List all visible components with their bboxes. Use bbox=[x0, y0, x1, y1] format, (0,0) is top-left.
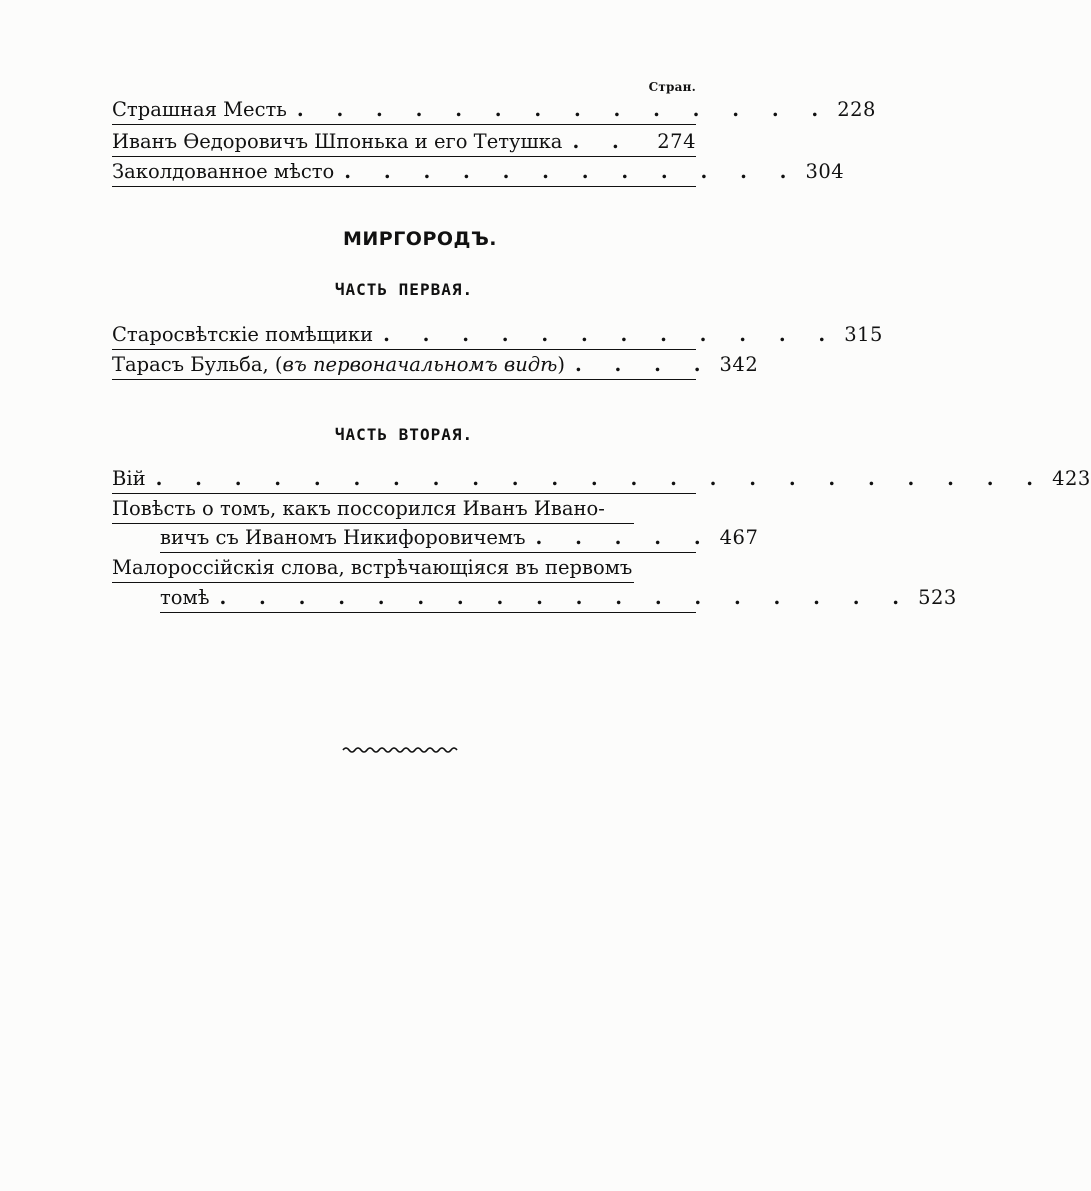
toc-page-number: 274 bbox=[657, 130, 696, 153]
toc-entry-title: томѣ bbox=[160, 586, 210, 609]
toc-entry-zakoldovannoe-mesto bbox=[112, 157, 845, 187]
part-two-title: ЧАСТЬ ВТОРАЯ. bbox=[334, 425, 474, 444]
toc-title-prefix: Тарасъ Бульба, ( bbox=[112, 353, 283, 376]
toc-page-number: 228 bbox=[837, 98, 876, 121]
toc-leader-dots: . . . . . . . . . . . . . . . . . . . . . . . bbox=[155, 467, 1047, 490]
pages-column-header: Стран. bbox=[648, 80, 696, 94]
toc-title-suffix: ) bbox=[557, 353, 565, 376]
toc-entry-title: Повѣсть о томъ, какъ поссорился Иванъ Ивано- bbox=[112, 497, 605, 520]
toc-entry-title: Старосвѣтскіе помѣщики bbox=[112, 323, 374, 346]
toc-entry-povest-line-2 bbox=[160, 523, 759, 553]
toc-entry-povest-line-1 bbox=[112, 494, 634, 524]
toc-entry-title bbox=[112, 354, 565, 376]
toc-entry-title: Заколдованное мѣсто bbox=[112, 160, 335, 183]
toc-page-number: 342 bbox=[719, 353, 759, 376]
toc-entry-shponka bbox=[112, 127, 696, 157]
toc-leader-dots: . . . . . . . . . . . . . . . . . . bbox=[219, 586, 913, 609]
part-one-title: ЧАСТЬ ПЕРВАЯ. bbox=[334, 280, 474, 299]
toc-entry-slova-line-2 bbox=[160, 583, 957, 613]
wavy-ornament-icon bbox=[342, 744, 460, 756]
toc-entry-title: Страшная Месть bbox=[112, 98, 287, 121]
toc-entry-title: Малороссійскія слова, встрѣчающіяся въ первомъ bbox=[112, 556, 633, 579]
toc-leader-dots: . . . . bbox=[574, 353, 714, 376]
toc-page-number: 467 bbox=[719, 526, 759, 549]
toc-entry-starosvetskie bbox=[112, 320, 883, 350]
toc-entry-viy bbox=[112, 464, 1091, 494]
section-title: МИРГОРОДЪ. bbox=[342, 228, 498, 250]
toc-entry-taras-bulba bbox=[112, 350, 759, 380]
toc-page-number: 315 bbox=[844, 323, 883, 346]
toc-leader-dots: . . . . . . . . . . . . bbox=[383, 323, 839, 346]
toc-page-number: 304 bbox=[805, 160, 845, 183]
toc-leader-dots: . . . . . . . . . . . . bbox=[344, 160, 800, 183]
toc-entry-title: Иванъ Ѳедоровичъ Шпонька и его Тетушка bbox=[112, 130, 563, 153]
toc-leader-dots: . . bbox=[572, 130, 632, 153]
toc-leader-dots: . . . . . . . . . . . . . . bbox=[296, 98, 832, 121]
toc-leader-dots: . . . . . bbox=[535, 526, 714, 549]
toc-page-number: 423 bbox=[1052, 467, 1091, 490]
toc-entry-title: Вій bbox=[112, 467, 146, 490]
toc-title-italic: въ первоначальномъ видѣ bbox=[282, 353, 558, 376]
toc-page-number: 523 bbox=[918, 586, 957, 609]
toc-entry-strashnaya-mest bbox=[112, 95, 876, 125]
toc-entry-slova-line-1 bbox=[112, 553, 634, 583]
toc-entry-title: вичъ съ Иваномъ Никифоровичемъ bbox=[160, 526, 526, 549]
